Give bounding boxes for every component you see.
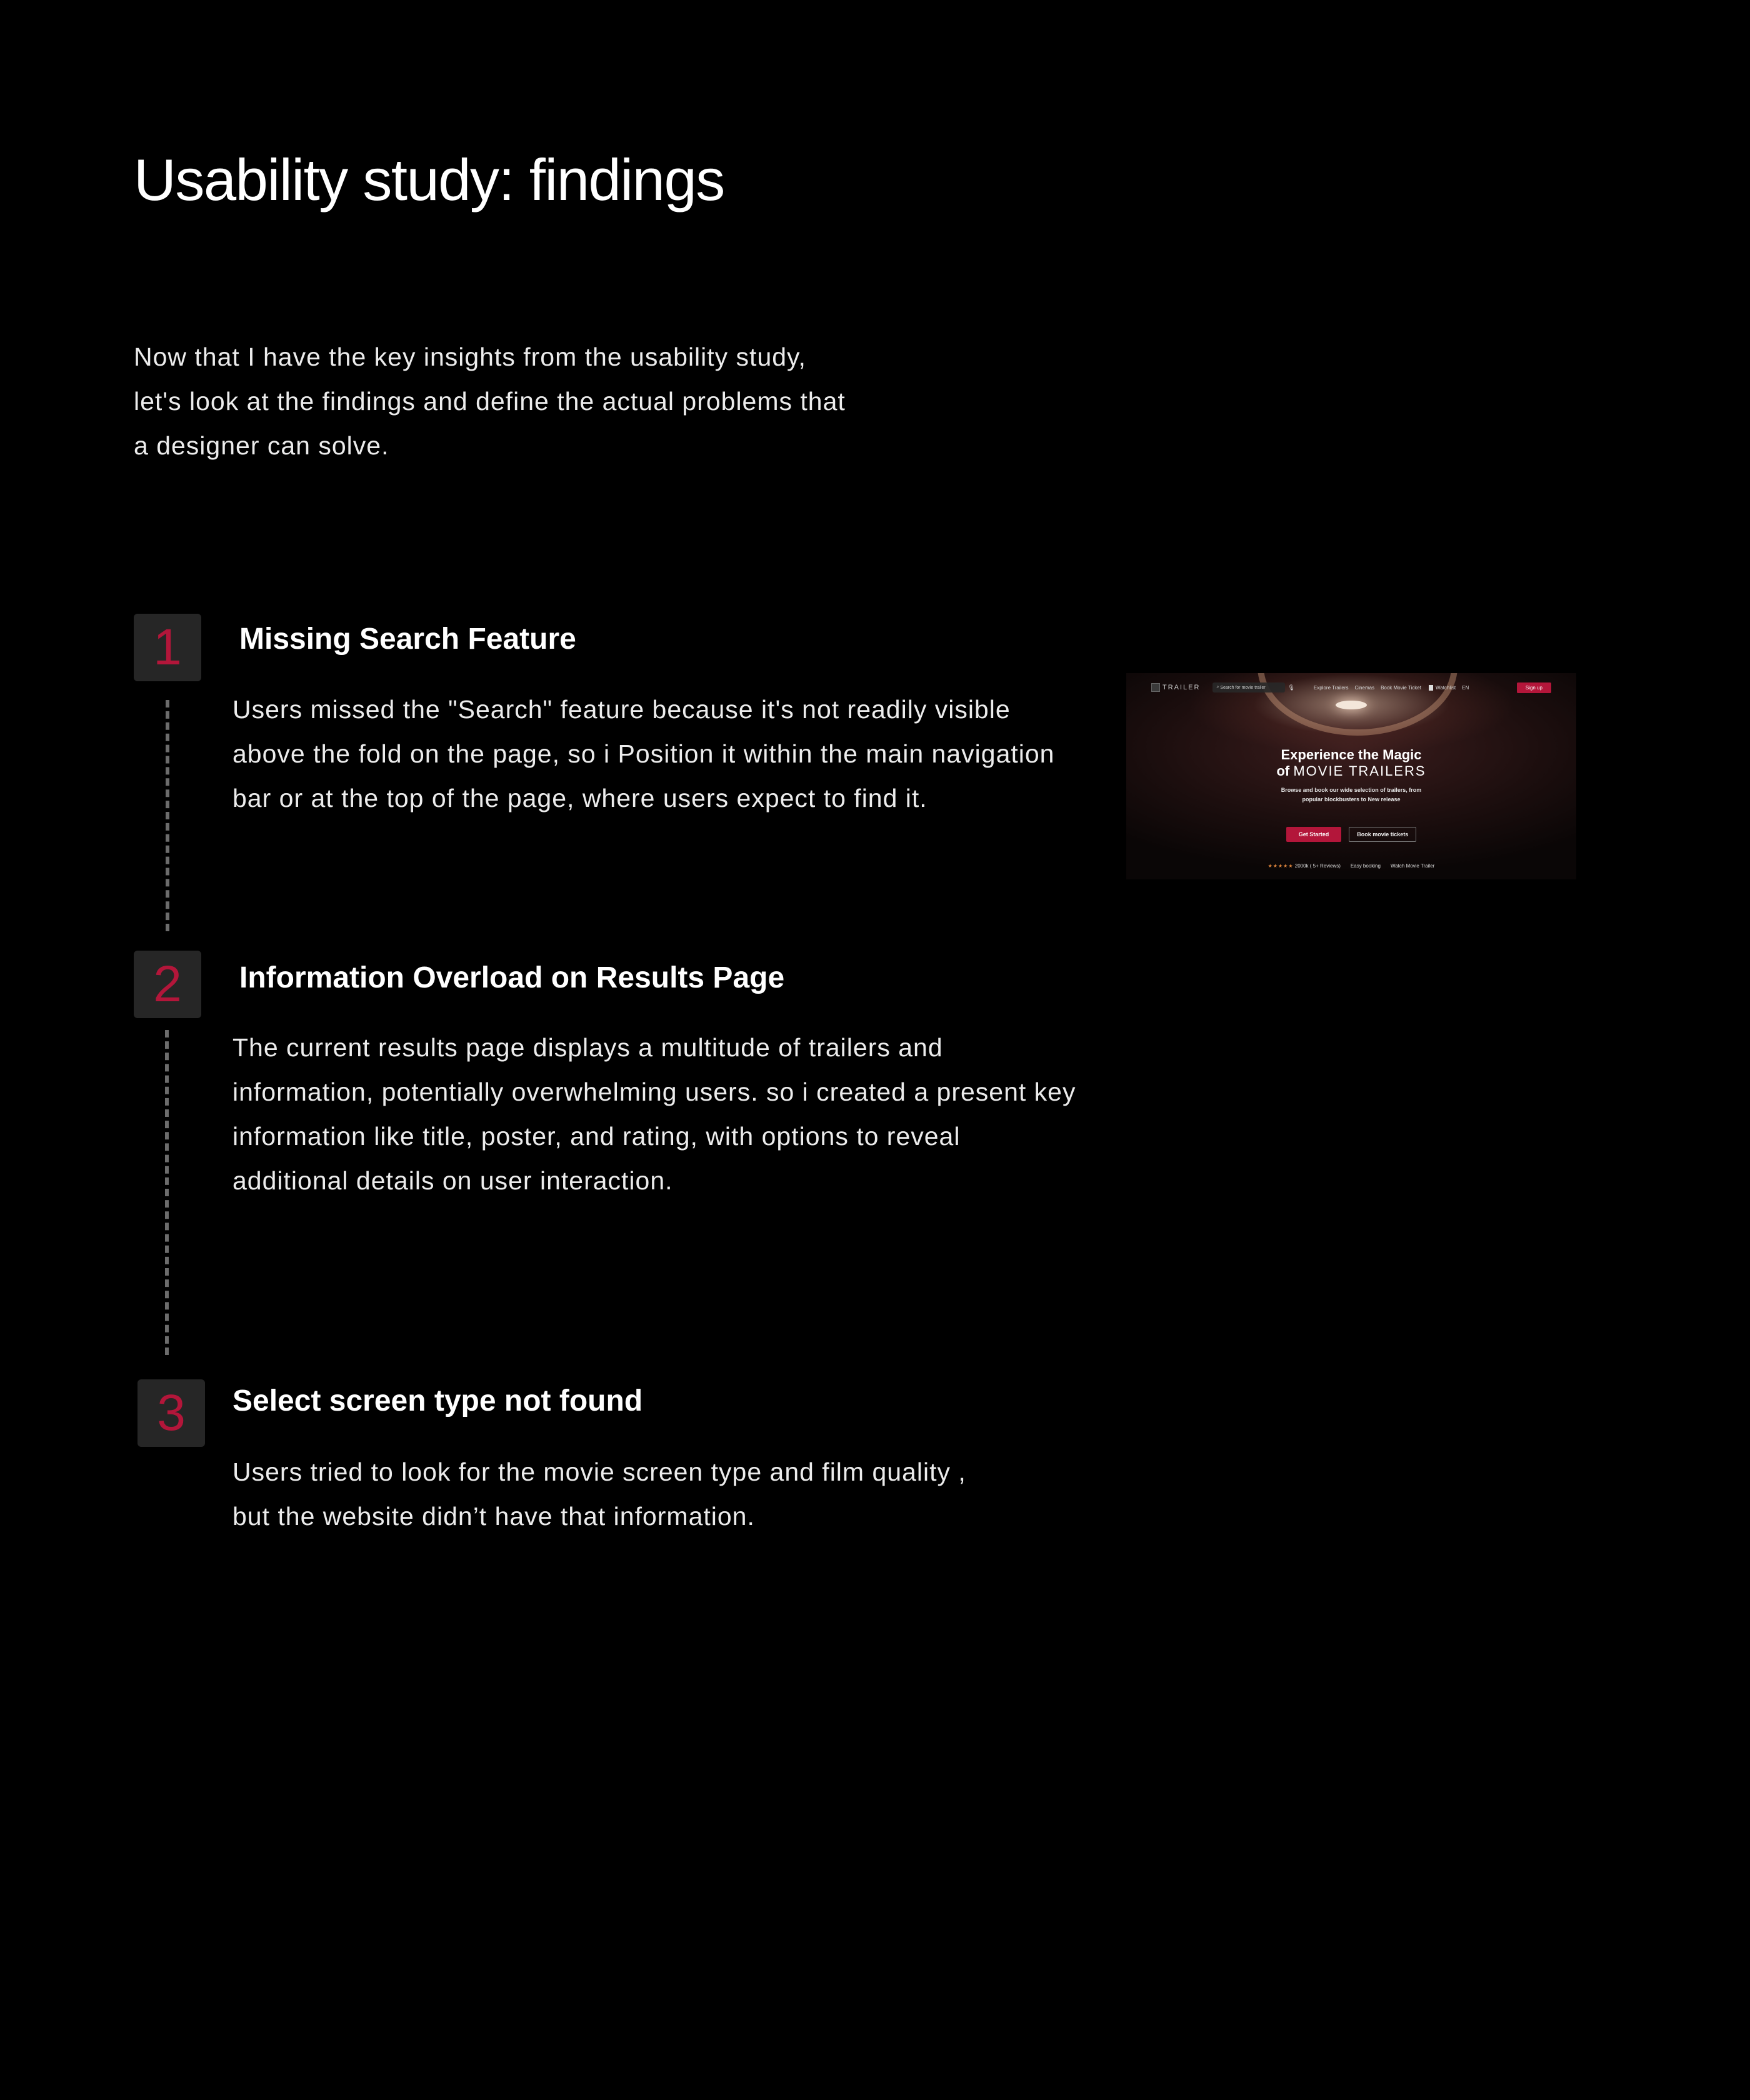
intro-line: let's look at the findings and define the actual problems that [134, 387, 846, 416]
preview-language: EN [1462, 684, 1469, 691]
finding-line: bar or at the top of the page, where users expect to find it. [232, 784, 928, 812]
preview-buttons [1126, 827, 1576, 842]
finding-number-badge [134, 951, 201, 1018]
finding-title: Select screen type not found [232, 1384, 643, 1418]
finding-number-badge [138, 1379, 205, 1447]
preview-search-bar: ⌕ Search for movie trailer [1212, 682, 1285, 692]
timeline-connector [165, 1030, 169, 1355]
nav-link: Book Movie Ticket [1381, 684, 1421, 691]
preview-headline: Experience the Magic of MOVIE TRAILERS [1276, 747, 1426, 779]
finding-line: Users tried to look for the movie screen type and film quality , [232, 1458, 966, 1486]
stat-item: Watch Movie Trailer [1390, 863, 1435, 869]
star-rating-icon: ★★★★★ [1268, 863, 1294, 869]
nav-link: Cinemas [1354, 684, 1375, 691]
microphone-icon: 🎙 [1288, 684, 1295, 691]
finding-line: additional details on user interaction. [232, 1166, 673, 1195]
finding-title: Missing Search Feature [239, 622, 576, 656]
intro-line: a designer can solve. [134, 431, 389, 460]
preview-get-started-button: Get Started [1286, 827, 1342, 842]
stat-item: Easy booking [1350, 863, 1381, 869]
preview-nav-links [1314, 685, 1421, 691]
finding-line: The current results page displays a multitude of trailers and [232, 1033, 943, 1062]
finding-number: 3 [157, 1384, 186, 1441]
finding-title: Information Overload on Results Page [239, 961, 785, 994]
intro-line: Now that I have the key insights from the usability study, [134, 342, 806, 371]
preview-signup-button: Sign up [1517, 682, 1551, 693]
logo-icon [1151, 683, 1160, 692]
search-icon: ⌕ [1216, 685, 1221, 689]
finding-line: above the fold on the page, so i Position it within the main navigation [232, 739, 1055, 768]
preview-stats: ★★★★★ 2000k ( 5+ Reviews) Easy booking Watch Movie Trailer [1268, 863, 1435, 869]
ceiling-light [1336, 701, 1367, 709]
finding-line: but the website didn’t have that information. [232, 1502, 755, 1531]
intro-paragraph [134, 335, 946, 468]
preview-navbar [1151, 681, 1551, 694]
finding-line: information like title, poster, and rating, with options to reveal [232, 1122, 961, 1151]
finding-description [232, 1026, 1076, 1203]
bookmark-icon [1429, 685, 1433, 691]
preview-subtitle: Browse and book our wide selection of trailers, from popular blockbusters to New release [1281, 787, 1422, 802]
finding-description [232, 688, 1054, 821]
nav-link: Explore Trailers [1313, 684, 1349, 691]
finding-number: 2 [153, 956, 182, 1012]
preview-logo: TRAILER [1151, 683, 1200, 692]
preview-book-tickets-button: Book movie tickets [1349, 827, 1416, 842]
finding-line: Users missed the "Search" feature because it's not readily visible [232, 695, 1011, 724]
preview-watchlist: Watchlist [1429, 685, 1456, 691]
finding-number: 1 [153, 619, 182, 676]
timeline-connector [166, 700, 169, 931]
finding-description [232, 1450, 966, 1539]
finding-number-badge [134, 614, 201, 681]
finding-line: information, potentially overwhelming users. so i created a present key [232, 1078, 1076, 1106]
page-title: Usability study: findings [134, 147, 724, 212]
website-preview-image [1126, 673, 1576, 879]
